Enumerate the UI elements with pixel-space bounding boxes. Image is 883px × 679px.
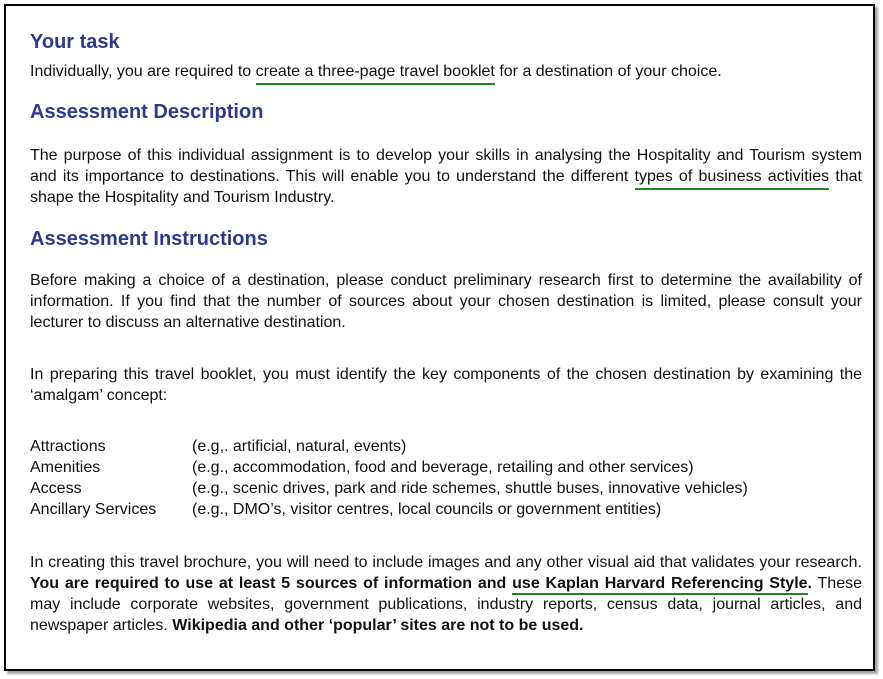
para3-period: .	[807, 575, 812, 592]
component-desc: (e.g,. artificial, natural, events)	[192, 438, 407, 455]
task-text-before: Individually, you are required to	[30, 63, 256, 80]
task-text-after: for a destination of your choice.	[494, 63, 722, 80]
para3-bold-end: Wikipedia and other ‘popular’ sites are not to be used.	[172, 617, 584, 634]
list-item	[30, 478, 748, 499]
description-text-after: that shape the Hospitality and Tourism Industry.	[30, 168, 863, 206]
description-text-before: The purpose of this individual assignment is to develop your skills in analysing the Hospitality and Tourism system and its importance to destinations. This will enable you to understand the different	[30, 147, 862, 185]
description-heading: Assessment Description	[30, 101, 264, 123]
instructions-para1: Before making a choice of a destination, please conduct preliminary research first to determine the availability of information. If you find that the number of sources about your chosen destination is limited, please consult your lecturer to discuss an alternative destination.	[30, 272, 862, 331]
list-item	[30, 457, 748, 478]
components-list	[30, 436, 748, 520]
component-term: Attractions	[30, 438, 106, 455]
description-text	[30, 145, 862, 208]
document-frame	[4, 4, 875, 671]
referencing-style-underlined: use Kaplan Harvard Referencing Style	[512, 575, 807, 595]
component-desc: (e.g., scenic drives, park and ride schemes, shuttle buses, innovative vehicles)	[192, 480, 748, 497]
component-desc: (e.g., accommodation, food and beverage, retailing and other services)	[192, 459, 694, 476]
component-term: Ancillary Services	[30, 501, 157, 518]
para3-start: In creating this travel brochure, you will need to include images and any other visual aid that validates your research.	[30, 554, 862, 571]
component-term: Amenities	[30, 459, 101, 476]
component-term: Access	[30, 480, 82, 497]
task-heading: Your task	[30, 31, 120, 53]
list-item	[30, 436, 748, 457]
instructions-heading: Assessment Instructions	[30, 228, 268, 250]
description-text-underlined: types of business activities	[635, 168, 830, 190]
list-item	[30, 499, 748, 520]
task-text-underlined: create a three-page travel booklet	[256, 63, 495, 85]
component-desc: (e.g., DMO’s, visitor centres, local councils or government entities)	[192, 501, 662, 518]
para3-bold: You are required to use at least 5 sources of information and	[30, 575, 513, 592]
para3-middle: These may include corporate websites, government publications, industry reports, census data, journal articles, and newspaper articles.	[30, 575, 863, 634]
task-text	[30, 61, 862, 82]
instructions-para2: In preparing this travel booklet, you must identify the key components of the chosen destination by examining the ‘amalgam’ concept:	[30, 366, 862, 404]
instructions-para3	[30, 552, 862, 636]
